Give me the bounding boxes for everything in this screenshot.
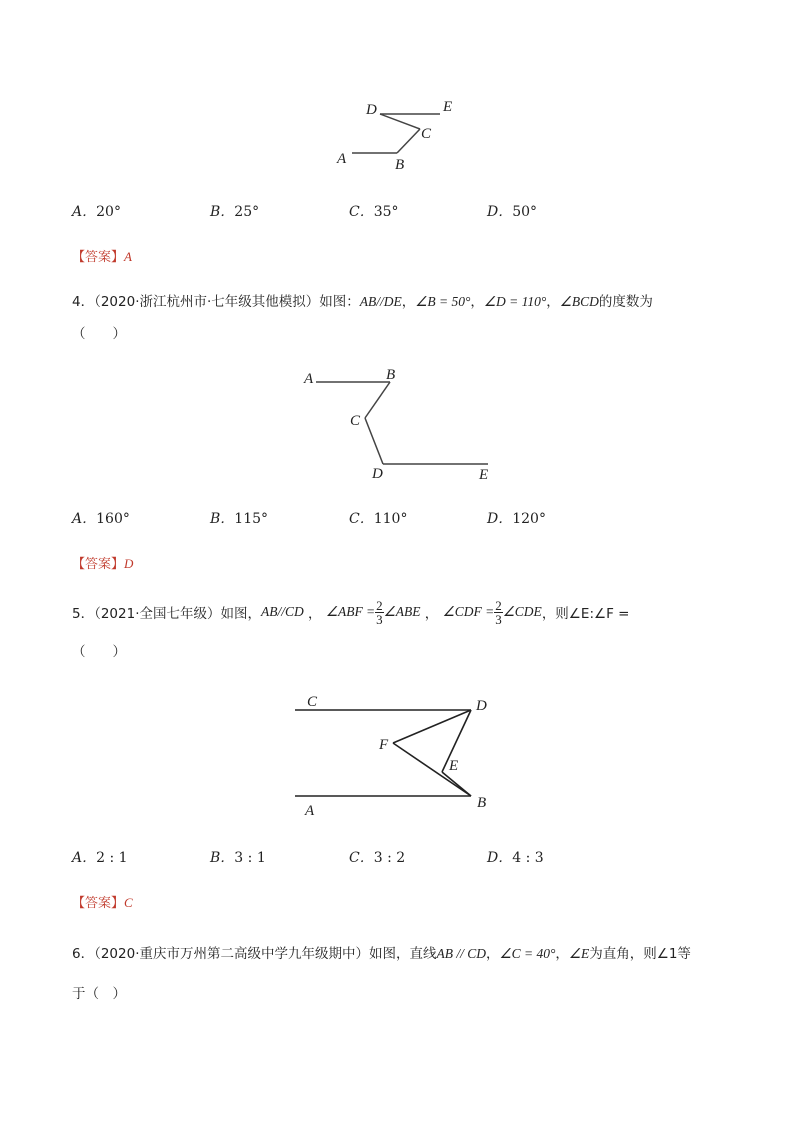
fig3-label-E: E xyxy=(449,758,459,774)
fig2-label-D: D xyxy=(372,466,383,482)
q4-paren: （ ） xyxy=(72,326,126,342)
fig2-label-E: E xyxy=(479,467,489,483)
fig2-label-C: C xyxy=(350,413,361,429)
q3-option-b: B．25° xyxy=(210,204,260,220)
q4-option-b: B．115° xyxy=(210,511,269,527)
q3-option-d: D．50° xyxy=(487,204,538,220)
fig3-label-D: D xyxy=(476,698,487,714)
fig2-label-B: B xyxy=(386,367,396,383)
q4-answer: 【答案】D xyxy=(72,556,134,572)
q3-answer: 【答案】A xyxy=(72,249,132,265)
q4-stem: 4．（2020·浙江杭州市·七年级其他模拟）如图：AB//DE，∠B = 50°，∠D = 110°，∠BCD的度数为 xyxy=(72,294,653,310)
fig1-label-A: A xyxy=(337,151,347,167)
q5-paren: （ ） xyxy=(72,644,126,660)
q5-stem: 5．（2021·全国七年级）如图， AB//CD ， ∠ABF = $\frac{2}{3}$ ∠ABE ， ∠CDF = $\frac{2}{3}$ ∠CDE ，则∠E:∠F = xyxy=(72,597,630,627)
fig3-label-F: F xyxy=(379,737,389,753)
q5-fraction-1: $\frac{2}{3}$ xyxy=(376,597,383,627)
fig3-label-B: B xyxy=(477,795,487,811)
q5-option-a: A．2 : 1 xyxy=(72,850,128,866)
fig2-label-A: A xyxy=(304,371,314,387)
q5-fraction-2: $\frac{2}{3}$ xyxy=(495,597,502,627)
q4-option-c: C．110° xyxy=(349,511,408,527)
fig3-label-A: A xyxy=(305,803,315,819)
fig3-label-C: C xyxy=(307,694,318,710)
fig1-label-B: B xyxy=(395,157,405,173)
q3-option-a: A．20° xyxy=(72,204,121,220)
figure-3 xyxy=(285,688,505,823)
figure-1 xyxy=(330,95,460,175)
figure-2 xyxy=(300,365,500,485)
q5-option-c: C．3 : 2 xyxy=(349,850,406,866)
q5-option-b: B．3 : 1 xyxy=(210,850,266,866)
q6-line2: 于（ ） xyxy=(72,986,126,1002)
fig1-label-E: E xyxy=(443,99,453,115)
q5-answer: 【答案】C xyxy=(72,895,133,911)
q6-stem: 6．（2020·重庆市万州第二高级中学九年级期中）如图，直线AB // CD，∠C = 40°，∠E为直角，则∠1等 xyxy=(72,946,691,962)
q4-option-d: D．120° xyxy=(487,511,546,527)
q3-option-c: C．35° xyxy=(349,204,399,220)
fig1-label-C: C xyxy=(421,126,432,142)
q5-option-d: D．4 : 3 xyxy=(487,850,544,866)
q4-option-a: A．160° xyxy=(72,511,130,527)
fig1-label-D: D xyxy=(366,102,377,118)
